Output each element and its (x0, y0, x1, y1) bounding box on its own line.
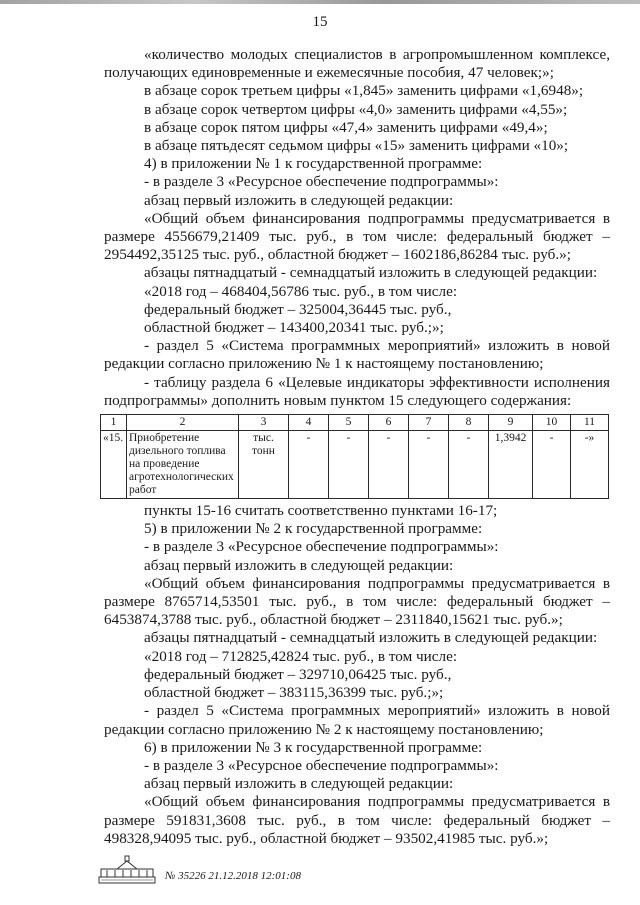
paragraphs-after-table (104, 502, 610, 848)
table-header-cell: 1 (101, 415, 127, 431)
paragraph: - раздел 5 «Система программных мероприятий» изложить в новой редакции согласно приложению № 1 к настоящему постановлению; (104, 337, 610, 373)
paragraph: абзац первый изложить в следующей редакции: (144, 775, 454, 793)
paragraph: «2018 год – 468404,56786 тыс. руб., в том числе: (144, 282, 458, 300)
table-cell: «15. (101, 431, 127, 499)
paragraph: 4) в приложении № 1 к государственной программе: (144, 155, 483, 173)
paragraph: в абзаце сорок третьем цифры «1,845» заменить цифрами «1,6948»; (144, 82, 584, 100)
paragraph: 5) в приложении № 2 к государственной программе: (144, 520, 483, 538)
registration-stamp: № 35226 21.12.2018 12:01:08 (165, 870, 301, 882)
paragraph: абзац первый изложить в следующей редакции: (144, 191, 454, 209)
table-cell: - (409, 431, 449, 499)
paragraph: - таблицу раздела 6 «Целевые индикаторы эффективности исполнения подпрограммы» дополнить новым пунктом 15 следующего содержания: (104, 373, 610, 409)
paragraph: «количество молодых специалистов в агропромышленном комплексе, получающих единовременные и ежемесячные пособия, 47 человек;»; (104, 46, 610, 82)
paragraph: федеральный бюджет – 325004,36445 тыс. руб., (144, 300, 452, 318)
paragraph: в абзаце сорок четвертом цифры «4,0» заменить цифрами «4,55»; (144, 100, 568, 118)
indicator-table (100, 414, 609, 499)
paragraph: - раздел 5 «Система программных мероприятий» изложить в новой редакции согласно приложению № 2 к настоящему постановлению; (104, 702, 610, 738)
paragraph: в абзаце пятьдесят седьмом цифры «15» заменить цифрами «10»; (144, 137, 569, 155)
page-number: 15 (312, 14, 328, 30)
table-cell: - (289, 431, 329, 499)
paragraph: в абзаце сорок пятом цифры «47,4» заменить цифрами «49,4»; (144, 118, 548, 136)
paragraphs-before-table (104, 46, 610, 410)
table-cell: Приобретение дизельного топлива на проведение агротехнологических работ (127, 431, 239, 499)
paragraph: пункты 15-16 считать соответственно пунктами 16-17; (144, 502, 498, 520)
document-body (104, 46, 610, 848)
paragraph: - в разделе 3 «Ресурсное обеспечение подпрограммы»: (144, 756, 499, 774)
paragraph: «Общий объем финансирования подпрограммы предусматривается в размере 4556679,21409 тыс. руб., в том числе: федеральный бюджет – 2954492,35125 тыс. руб., областной бюджет – 1602186,86284 тыс. руб.»; (104, 209, 610, 264)
table-cell: - (449, 431, 489, 499)
table-row (101, 431, 609, 499)
paragraph: областной бюджет – 383115,36399 тыс. руб.;»; (144, 684, 444, 702)
paragraph: - в разделе 3 «Ресурсное обеспечение подпрограммы»: (144, 173, 499, 191)
table-header-cell: 6 (369, 415, 409, 431)
table-header-cell: 10 (533, 415, 571, 431)
paragraph: абзац первый изложить в следующей редакции: (144, 556, 454, 574)
paragraph: - в разделе 3 «Ресурсное обеспечение подпрограммы»: (144, 538, 499, 556)
government-building-icon (97, 855, 159, 885)
paragraph: 6) в приложении № 3 к государственной программе: (144, 738, 483, 756)
table-header-cell: 7 (409, 415, 449, 431)
table-header-row (101, 415, 609, 431)
table-header-cell: 4 (289, 415, 329, 431)
paragraph: федеральный бюджет – 329710,06425 тыс. руб., (144, 665, 452, 683)
paragraph: абзацы пятнадцатый - семнадцатый изложить в следующей редакции: (144, 629, 598, 647)
paragraph: «2018 год – 712825,42824 тыс. руб., в том числе: (144, 647, 458, 665)
document-footer (97, 855, 357, 887)
table-cell: - (533, 431, 571, 499)
table-header-cell: 2 (127, 415, 239, 431)
table-cell: - (329, 431, 369, 499)
indicator-table-wrap (100, 414, 608, 499)
table-cell: - (369, 431, 409, 499)
paragraph: «Общий объем финансирования подпрограммы предусматривается в размере 591831,3608 тыс. руб., в том числе: федеральный бюджет – 498328,94095 тыс. руб., областной бюджет – 93502,41985 тыс. руб.»; (104, 793, 610, 847)
table-header-cell: 11 (571, 415, 609, 431)
paragraph: областной бюджет – 143400,20341 тыс. руб.;»; (144, 319, 444, 337)
table-cell: тыс. тонн (239, 431, 289, 499)
table-cell: -» (571, 431, 609, 499)
paragraph: абзацы пятнадцатый - семнадцатый изложить в следующей редакции: (144, 264, 598, 282)
table-header-cell: 5 (329, 415, 369, 431)
table-cell: 1,3942 (489, 431, 533, 499)
page-edge (0, 0, 640, 4)
table-header-cell: 3 (239, 415, 289, 431)
table-header-cell: 9 (489, 415, 533, 431)
paragraph: «Общий объем финансирования подпрограммы предусматривается в размере 8765714,53501 тыс. руб., в том числе: федеральный бюджет – 6453874,3788 тыс. руб., областной бюджет – 2311840,15621 тыс. руб.»; (104, 574, 610, 629)
table-header-cell: 8 (449, 415, 489, 431)
